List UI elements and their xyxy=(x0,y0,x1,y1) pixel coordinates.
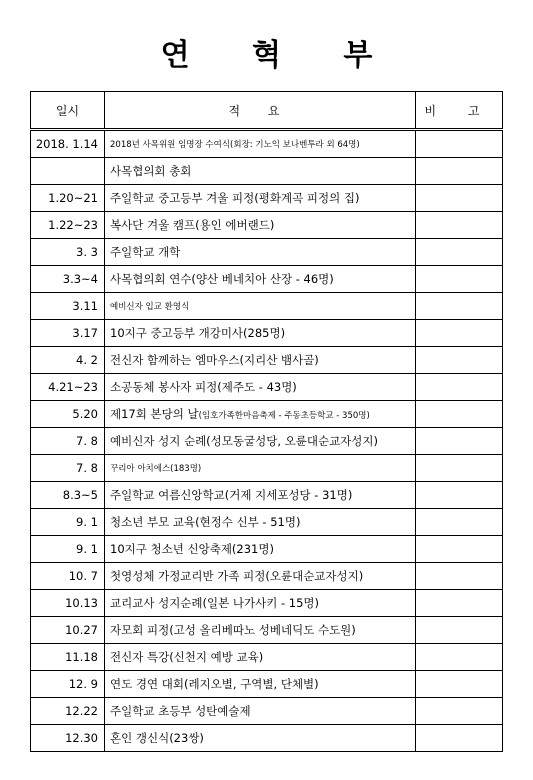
row-description: 예비신자 성지 순례(성모동굴성당, 오륜대순교자성지) xyxy=(105,428,416,455)
row-description-sub: (임호가족한마음축제 - 주동초등학교 - 350명) xyxy=(198,411,370,421)
row-description: 주일학교 초등부 성탄예술제 xyxy=(105,698,416,725)
row-date: 3.3~4 xyxy=(31,266,105,293)
table-row xyxy=(31,401,503,428)
row-description: 예비신자 입교 환영식 xyxy=(105,293,416,320)
row-note xyxy=(416,130,503,158)
row-note xyxy=(416,347,503,374)
table-row xyxy=(31,130,503,158)
row-description: 혼인 갱신식(23쌍) xyxy=(105,725,416,752)
row-description: 주일학교 여름신앙학교(거제 지세포성당 - 31명) xyxy=(105,482,416,509)
table-row xyxy=(31,347,503,374)
row-note xyxy=(416,455,503,482)
header-description: 적 요 xyxy=(105,92,416,130)
table-row xyxy=(31,320,503,347)
row-description: 전신자 함께하는 엠마우스(지리산 뱀사골) xyxy=(105,347,416,374)
table-row xyxy=(31,617,503,644)
row-date: 10.13 xyxy=(31,590,105,617)
row-note xyxy=(416,590,503,617)
page-title: 연 혁 부 xyxy=(160,38,399,73)
table-row xyxy=(31,266,503,293)
row-description: 2018년 사목위원 임명장 수여식(회장: 기노익 보나벤투라 외 64명) xyxy=(105,130,416,158)
table-row xyxy=(31,455,503,482)
row-date: 2018. 1.14 xyxy=(31,130,105,158)
row-note xyxy=(416,509,503,536)
row-date: 12.22 xyxy=(31,698,105,725)
row-description: 10지구 중고등부 개강미사(285명) xyxy=(105,320,416,347)
row-note xyxy=(416,671,503,698)
row-note xyxy=(416,617,503,644)
row-description: 주일학교 개학 xyxy=(105,239,416,266)
table-row xyxy=(31,671,503,698)
row-note xyxy=(416,239,503,266)
row-description: 연도 경연 대회(레지오별, 구역별, 단체별) xyxy=(105,671,416,698)
row-note xyxy=(416,293,503,320)
row-note xyxy=(416,482,503,509)
table-row xyxy=(31,293,503,320)
row-date: 5.20 xyxy=(31,401,105,428)
row-description: 사목협의회 연수(양산 베네치아 산장 - 46명) xyxy=(105,266,416,293)
row-description: 꾸리아 아치에스(183명) xyxy=(105,455,416,482)
row-date: 9. 1 xyxy=(31,509,105,536)
row-description: 첫영성체 가정교리반 가족 피정(오륜대순교자성지) xyxy=(105,563,416,590)
table-row xyxy=(31,185,503,212)
row-description: 복사단 겨울 캠프(용인 에버랜드) xyxy=(105,212,416,239)
row-description: 사목협의회 총회 xyxy=(105,158,416,185)
row-description: 자모회 피정(고성 올리베따노 성베네딕도 수도원) xyxy=(105,617,416,644)
row-date: 12. 9 xyxy=(31,671,105,698)
row-date: 10.27 xyxy=(31,617,105,644)
table-row xyxy=(31,212,503,239)
table-row xyxy=(31,482,503,509)
row-note xyxy=(416,698,503,725)
row-note xyxy=(416,185,503,212)
table-row xyxy=(31,509,503,536)
row-date: 7. 8 xyxy=(31,455,105,482)
row-description: 10지구 청소년 신앙축제(231명) xyxy=(105,536,416,563)
table-row xyxy=(31,239,503,266)
row-date: 1.22~23 xyxy=(31,212,105,239)
row-date: 10. 7 xyxy=(31,563,105,590)
header-note: 비 고 xyxy=(416,92,503,130)
row-description: 청소년 부모 교육(현정수 신부 - 51명) xyxy=(105,509,416,536)
row-description: 소공동체 봉사자 피정(제주도 - 43명) xyxy=(105,374,416,401)
row-description xyxy=(105,401,416,428)
row-description: 전신자 특강(신천지 예방 교육) xyxy=(105,644,416,671)
table-row xyxy=(31,563,503,590)
table-row xyxy=(31,725,503,752)
table-row xyxy=(31,644,503,671)
row-note xyxy=(416,266,503,293)
row-date: 12.30 xyxy=(31,725,105,752)
table-row xyxy=(31,590,503,617)
row-date: 3.11 xyxy=(31,293,105,320)
row-note xyxy=(416,536,503,563)
row-note xyxy=(416,212,503,239)
row-description: 주일학교 중고등부 겨울 피정(평화계곡 피정의 집) xyxy=(105,185,416,212)
row-date: 3.17 xyxy=(31,320,105,347)
row-date: 3. 3 xyxy=(31,239,105,266)
row-note xyxy=(416,401,503,428)
row-date: 4. 2 xyxy=(31,347,105,374)
row-date: 7. 8 xyxy=(31,428,105,455)
table-row xyxy=(31,374,503,401)
row-date: 1.20~21 xyxy=(31,185,105,212)
row-note xyxy=(416,563,503,590)
row-note xyxy=(416,644,503,671)
header-date: 일시 xyxy=(31,92,105,130)
table-row xyxy=(31,536,503,563)
row-description-main: 제17회 본당의 날 xyxy=(110,407,199,421)
row-note xyxy=(416,725,503,752)
row-description: 교리교사 성지순례(일본 나가사키 - 15명) xyxy=(105,590,416,617)
row-date xyxy=(31,158,105,185)
row-note xyxy=(416,374,503,401)
row-date: 9. 1 xyxy=(31,536,105,563)
row-date: 11.18 xyxy=(31,644,105,671)
table-row xyxy=(31,428,503,455)
table-row xyxy=(31,158,503,185)
row-date: 4.21~23 xyxy=(31,374,105,401)
history-table xyxy=(30,91,503,752)
row-note xyxy=(416,428,503,455)
row-note xyxy=(416,320,503,347)
row-date: 8.3~5 xyxy=(31,482,105,509)
table-header-row xyxy=(31,92,503,130)
table-row xyxy=(31,698,503,725)
row-note xyxy=(416,158,503,185)
